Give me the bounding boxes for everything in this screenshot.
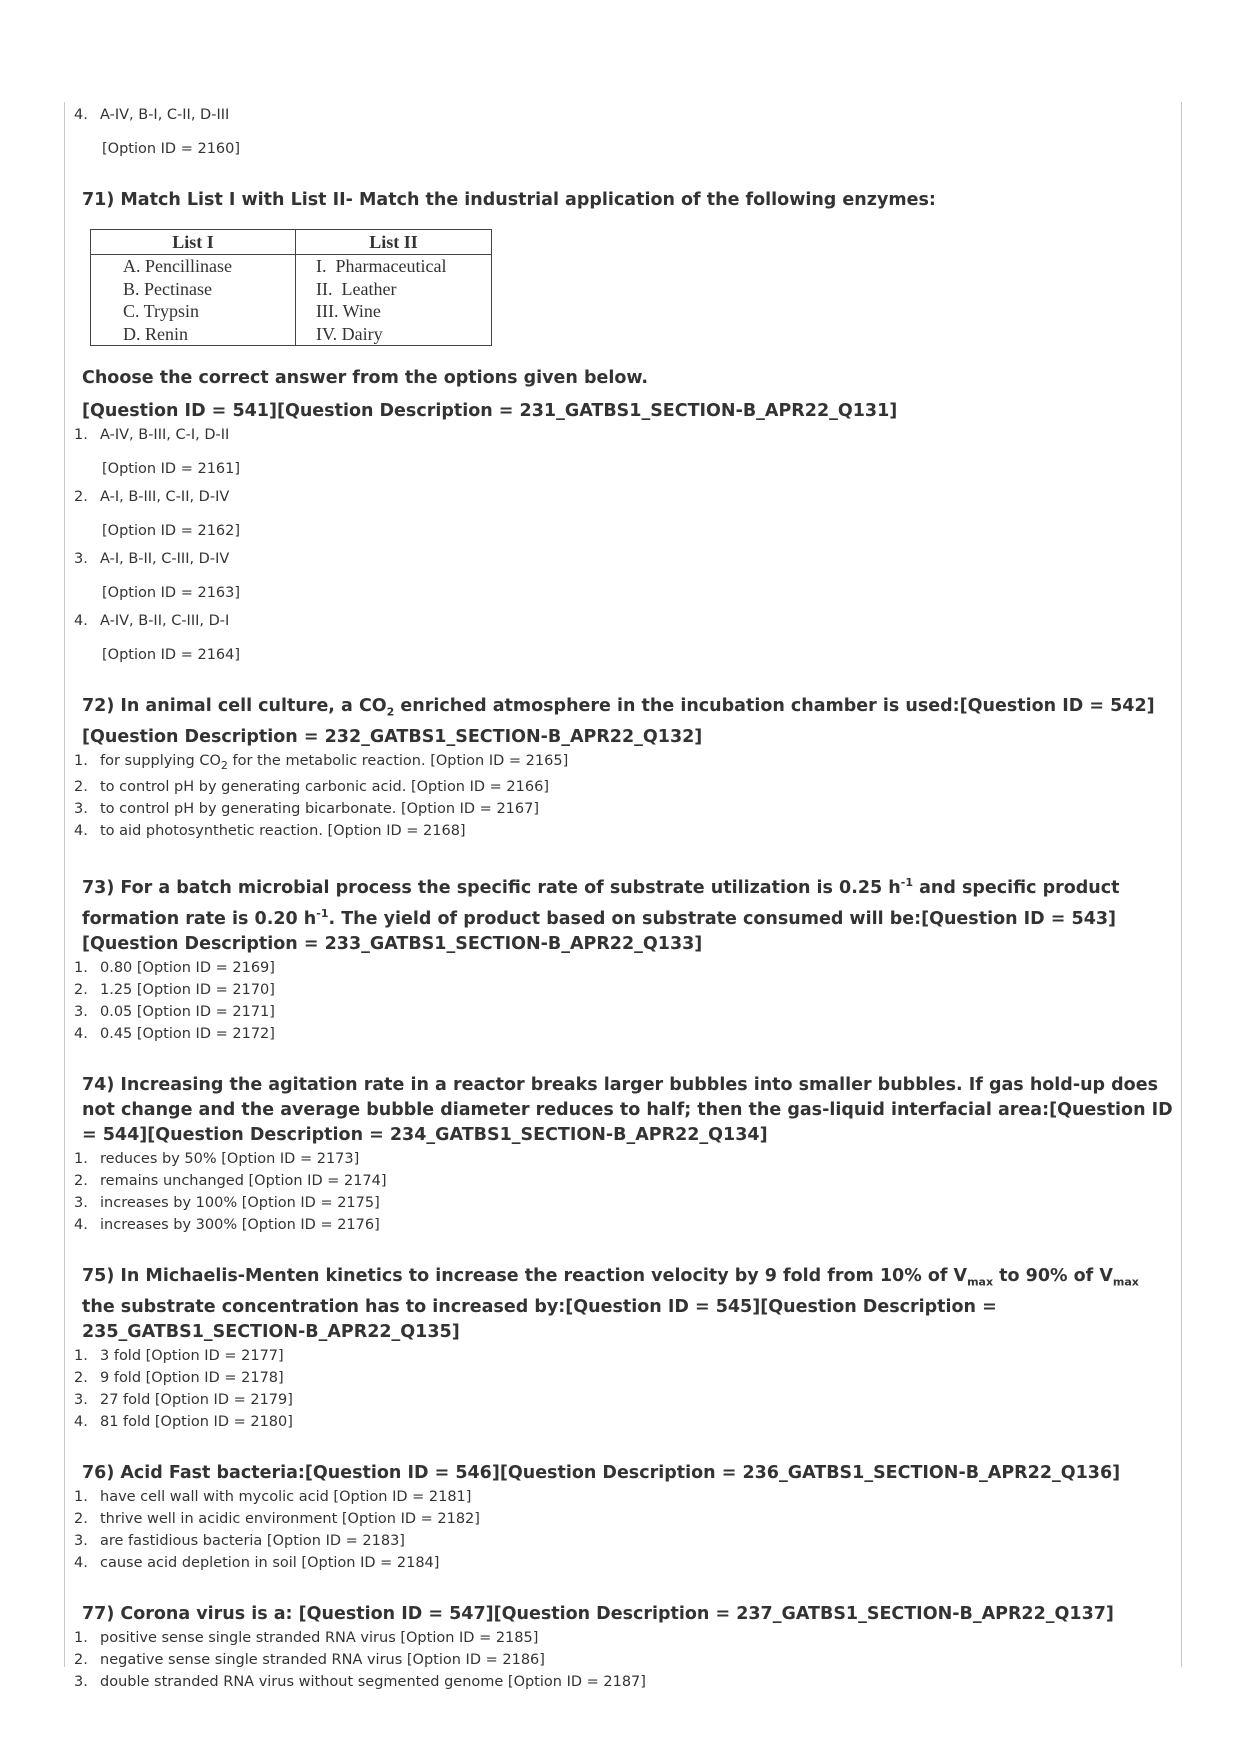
option-item: 2. 1.25 [Option ID = 2170] [74, 982, 275, 999]
option-item: 3. A-I, B-II, C-III, D-IV [74, 551, 230, 567]
list-1-column [91, 255, 296, 346]
question-74: 74) Increasing the agitation rate in a reactor breaks larger bubbles into smaller bubbles. If gas hold-up does not change and the average bubble diameter reduces to half; then the gas-liquid interfacial area:[Question ID = 544][Question Description = 234_GATBS1_SECTION-B_APR22_Q134] [82, 1075, 1173, 1146]
list-item: B. Pectinase [123, 278, 212, 299]
list-item: I. Pharmaceutical [316, 256, 447, 276]
option-item: 4. 81 fold [Option ID = 2180] [74, 1413, 293, 1430]
option-item: 2. 9 fold [Option ID = 2178] [74, 1369, 284, 1386]
option-item: 3. to control pH by generating bicarbonate. [Option ID = 2167] [74, 801, 540, 818]
option-item: 4. increases by 300% [Option ID = 2176] [74, 1217, 380, 1234]
option-item: 3. are fastidious bacteria [Option ID = 2183] [74, 1532, 405, 1549]
question-paper [74, 104, 1174, 1693]
option-item: 1. 0.80 [Option ID = 2169] [74, 960, 275, 977]
question-71: 71) Match List I with List II- Match the industrial application of the following enzymes: [82, 190, 936, 210]
list-item: II. Leather [316, 278, 397, 299]
option-item: 1. 3 fold [Option ID = 2177] [74, 1347, 284, 1364]
option-item: 2. to control pH by generating carbonic acid. [Option ID = 2166] [74, 779, 549, 796]
option-item: 3. 27 fold [Option ID = 2179] [74, 1391, 293, 1408]
page-border-left [64, 102, 65, 1667]
question-meta: [Question ID = 541][Question Description = 231_GATBS1_SECTION-B_APR22_Q131] [82, 401, 898, 421]
list-item: IV. Dairy [316, 323, 383, 344]
option-id: [Option ID = 2160] [102, 141, 241, 157]
option-id: [Option ID = 2162] [102, 523, 241, 539]
option-item: 4. cause acid depletion in soil [Option ID = 2184] [74, 1554, 440, 1571]
table-header: List II [296, 230, 492, 255]
option-item: 1. for supplying $CO_2$ for the metabolic reaction. [Option ID = 2165] [74, 752, 569, 772]
option-item: 1. reduces by 50% [Option ID = 2173] [74, 1151, 360, 1168]
list-item: III. Wine [316, 301, 381, 321]
option-item: 2. remains unchanged [Option ID = 2174] [74, 1173, 387, 1190]
option-item: 4. to aid photosynthetic reaction. [Option ID = 2168] [74, 823, 466, 840]
option-item: 4. A-IV, B-I, C-II, D-III [74, 107, 230, 123]
list-item: C. Trypsin [123, 301, 200, 321]
table-header: List I [91, 230, 296, 255]
option-item: 1. positive sense single stranded RNA virus [Option ID = 2185] [74, 1629, 539, 1646]
question-72: 72) In animal cell culture, a $CO_2$ enriched atmosphere in the incubation chamber is used:[Question ID = 542][Question Description = 232_GATBS1_SECTION-B_APR22_Q132] [82, 696, 1155, 747]
option-item: 4. A-IV, B-II, C-III, D-I [74, 613, 230, 629]
question-75: 75) In Michaelis-Menten kinetics to increase the reaction velocity by 9 fold from 10% of $V_{max}$ to 90% of $V_{max}$ the substrate concentration has to increased by:[Question ID = 545][Question Description = 235_GATBS1_SECTION-B_APR22_Q135] [82, 1266, 1139, 1342]
instruction-text: Choose the correct answer from the options given below. [82, 368, 649, 388]
list-item: D. Renin [123, 323, 188, 344]
option-item: 1. have cell wall with mycolic acid [Option ID = 2181] [74, 1488, 472, 1505]
list-item: A. Pencillinase [123, 256, 232, 276]
option-item: 3. 0.05 [Option ID = 2171] [74, 1004, 275, 1021]
list-2-column [296, 255, 492, 346]
option-item: 2. A-I, B-III, C-II, D-IV [74, 489, 230, 505]
option-item: 4. 0.45 [Option ID = 2172] [74, 1026, 275, 1043]
question-76: 76) Acid Fast bacteria:[Question ID = 546][Question Description = 236_GATBS1_SECTION-B_APR22_Q136] [82, 1462, 1121, 1483]
question-77: 77) Corona virus is a: [Question ID = 547][Question Description = 237_GATBS1_SECTION-B_APR22_Q137] [82, 1603, 1114, 1624]
option-item: 2. thrive well in acidic environment [Option ID = 2182] [74, 1510, 480, 1527]
option-id: [Option ID = 2161] [102, 461, 241, 477]
option-id: [Option ID = 2164] [102, 647, 241, 663]
option-id: [Option ID = 2163] [102, 585, 241, 601]
match-table [90, 229, 492, 346]
option-item: 2. negative sense single stranded RNA virus [Option ID = 2186] [74, 1651, 545, 1668]
option-item: 3. increases by 100% [Option ID = 2175] [74, 1195, 380, 1212]
option-item: 3. double stranded RNA virus without segmented genome [Option ID = 2187] [74, 1673, 646, 1690]
question-73: 73) For a batch microbial process the specific rate of substrate utilization is 0.25 $h^{-1}$ and specific product formation rate is 0.20 $h^{-1}$. The yield of product based on substrate consumed will be:[Question ID = 543][Question Description = 233_GATBS1_SECTION-B_APR22_Q133] [82, 876, 1120, 955]
page-border-right [1181, 102, 1182, 1667]
option-item: 1. A-IV, B-III, C-I, D-II [74, 427, 230, 443]
